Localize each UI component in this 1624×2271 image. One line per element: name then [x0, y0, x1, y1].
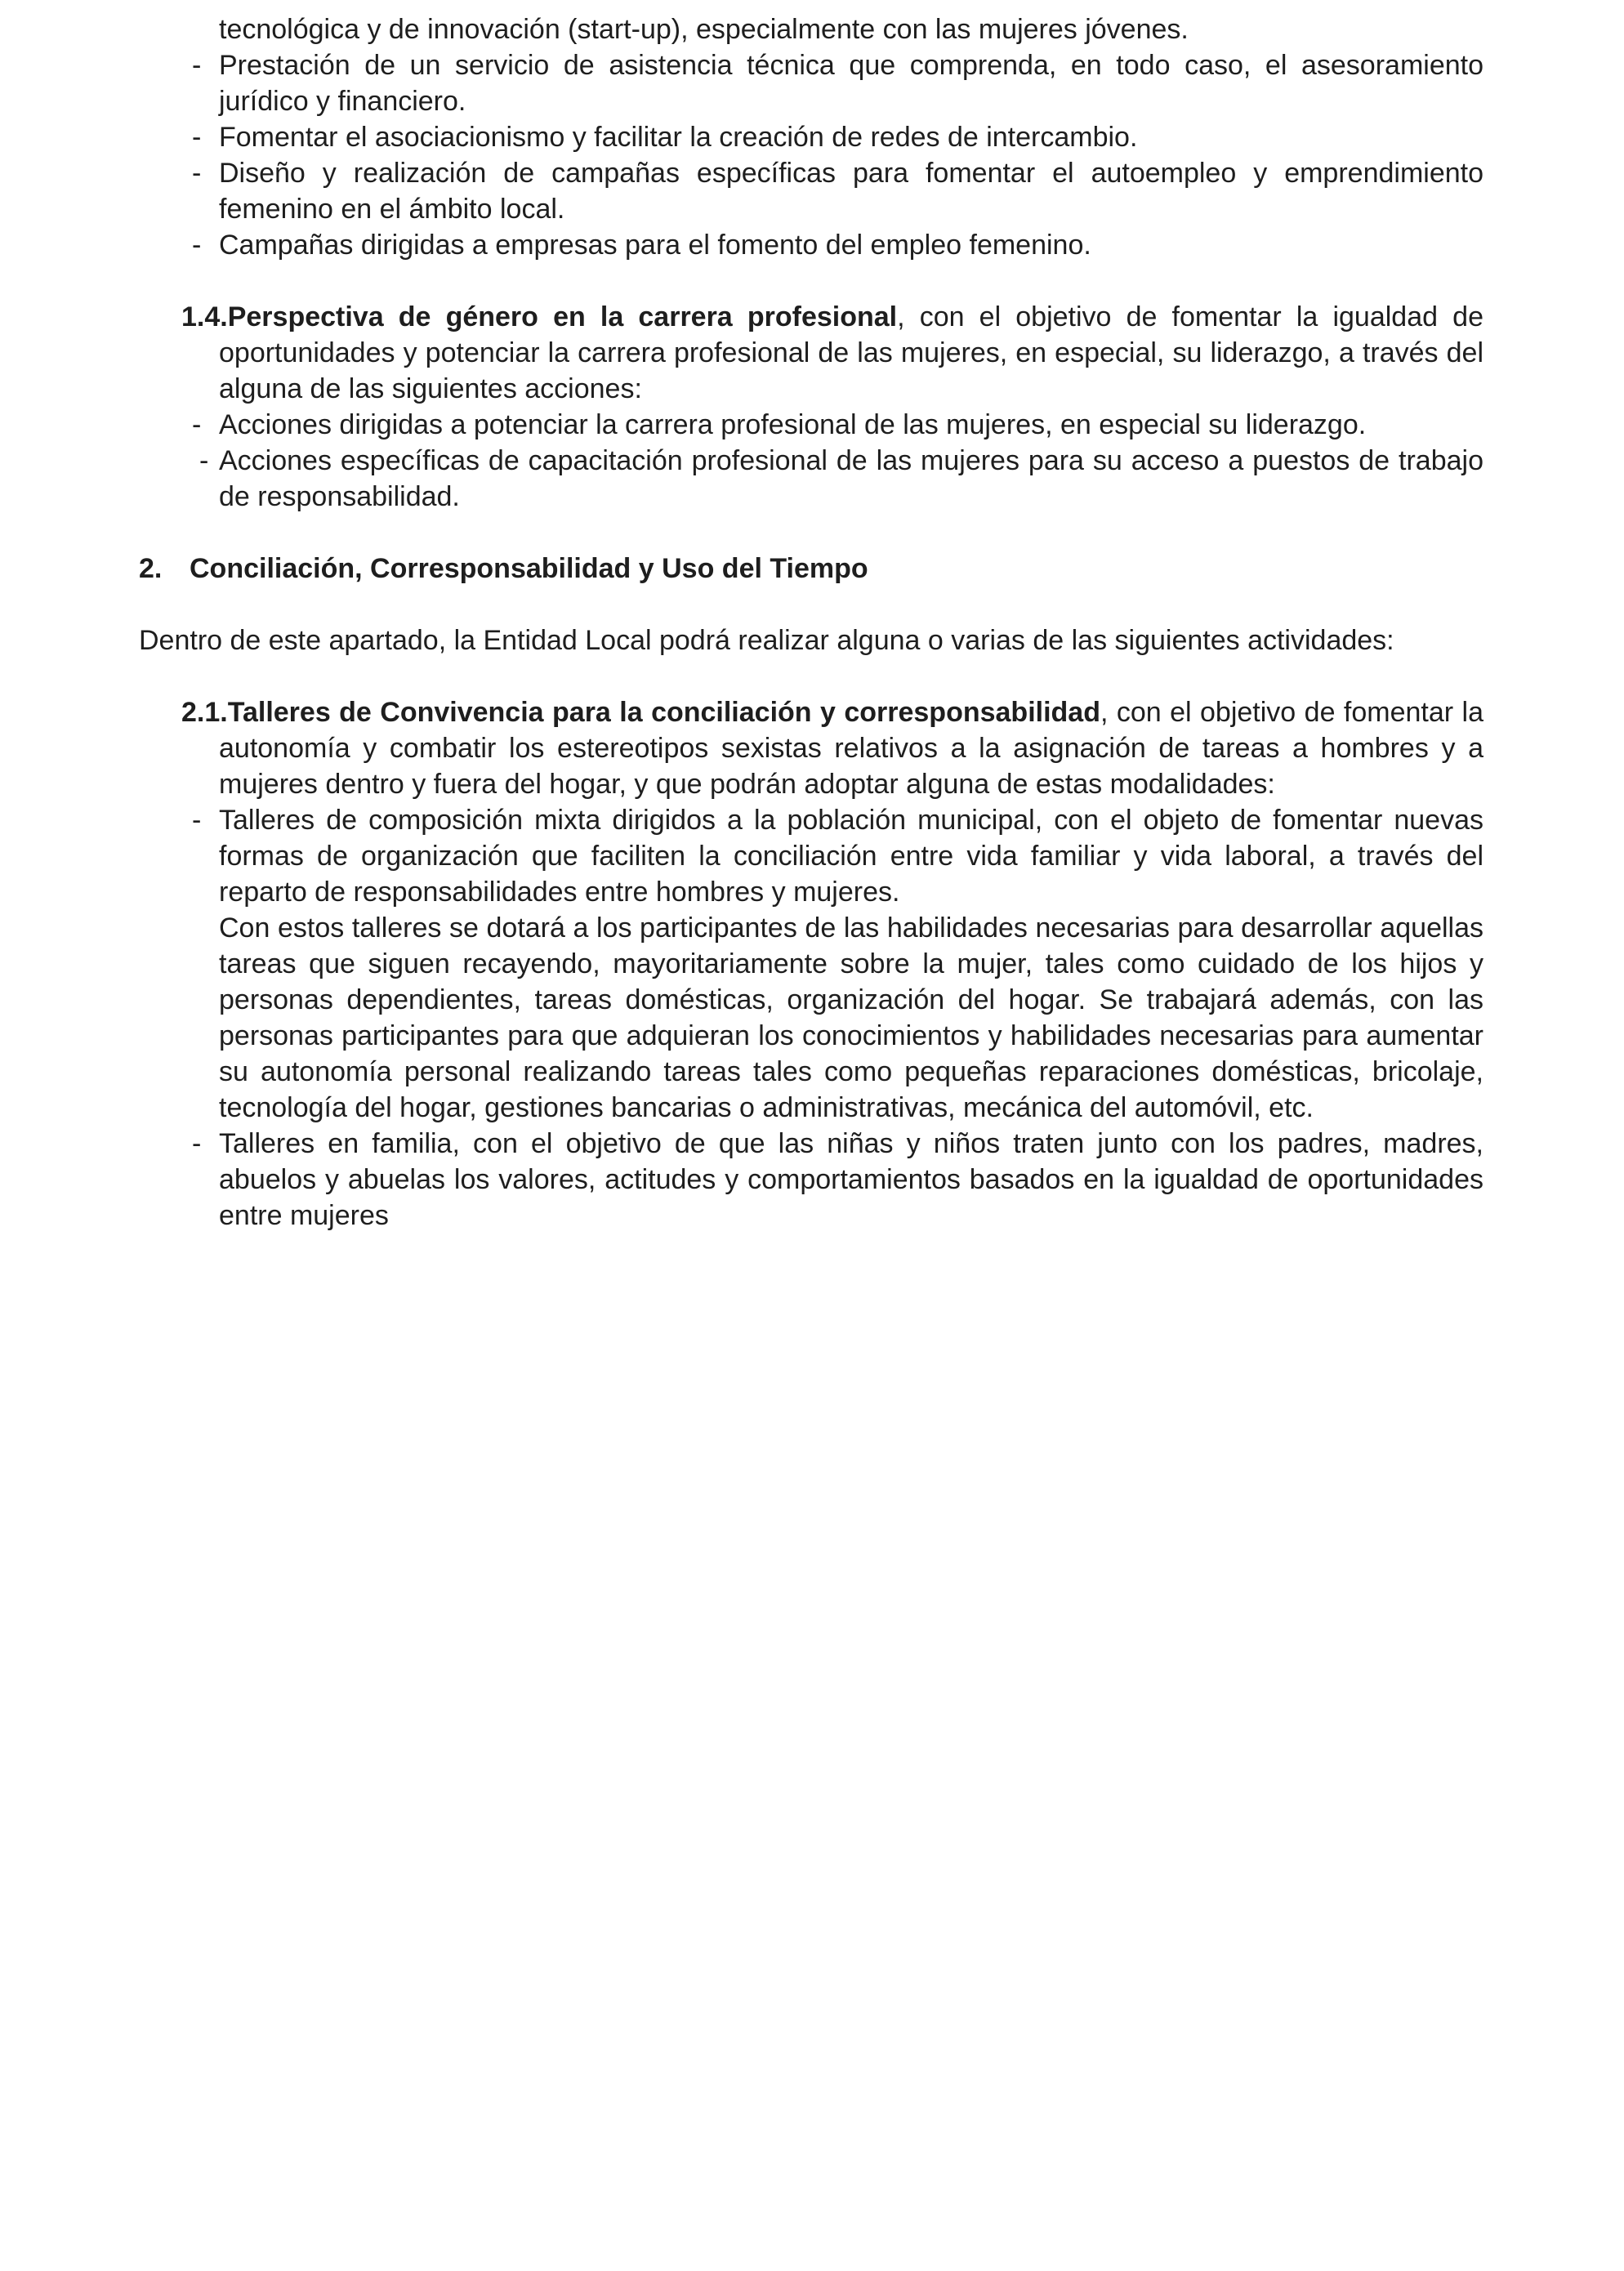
- paragraph-text: tecnológica y de innovación (start-up), especialmente con las mujeres jóvenes.: [219, 14, 1189, 45]
- bullet-dash: -: [192, 805, 202, 836]
- bullet-item: [139, 802, 1483, 910]
- bullet-dash: -: [192, 1128, 202, 1159]
- bullet-dash: -: [192, 230, 202, 261]
- bullet-dash: -: [192, 122, 202, 153]
- bullet-text: Talleres de composición mixta dirigidos a la población municipal, con el objeto de fomentar nuevas formas de organización que faciliten la conciliación entre vida familiar y vida laboral, a través del reparto de responsabilidades entre hombres y mujeres.: [219, 805, 1483, 908]
- bullet-continuation-paragraph: [139, 910, 1483, 1126]
- section-number: 2.: [139, 553, 163, 584]
- bullet-text: Campañas dirigidas a empresas para el fomento del empleo femenino.: [219, 230, 1091, 261]
- bullet-text: Prestación de un servicio de asistencia técnica que comprenda, en todo caso, el asesoramiento jurídico y financiero.: [219, 50, 1483, 117]
- paragraph-text: Con estos talleres se dotará a los participantes de las habilidades necesarias para desarrollar aquellas tareas que siguen recayendo, mayoritariamente sobre la mujer, tales como cuidado de los hijos y personas dependientes, tareas domésticas, organización del hogar. Se trabajará además, con las personas participantes para que adquieran los conocimientos y habilidades necesarias para aumentar su autonomía personal realizando tareas tales como pequeñas reparaciones domésticas, bricolaje, tecnología del hogar, gestiones bancarias o administrativas, mecánica del automóvil, etc.: [219, 912, 1483, 1123]
- bullet-item: [139, 155, 1483, 227]
- bullet-text: Acciones dirigidas a potenciar la carrera profesional de las mujeres, en especial su liderazgo.: [219, 409, 1367, 440]
- bullet-dash: -: [192, 409, 202, 440]
- section-2-heading: [139, 551, 1483, 587]
- bullet-dash: -: [192, 50, 202, 81]
- bullet-text: Talleres en familia, con el objetivo de que las niñas y niños traten junto con los padres, madres, abuelos y abuelas los valores, actitudes y comportamientos basados en la igualdad de oportunidades entre mujeres: [219, 1128, 1483, 1231]
- item-number: 2.1.: [181, 697, 228, 728]
- item-title: Perspectiva de género en la carrera profesional: [227, 301, 898, 332]
- bullet-item: [139, 47, 1483, 119]
- bullet-dash: -: [192, 158, 202, 189]
- bullet-text: Fomentar el asociacionismo y facilitar la creación de redes de intercambio.: [219, 122, 1138, 153]
- item-text: , con el objetivo de fomentar la igualdad de oportunidades y potenciar la carrera profesional de las mujeres, en especial, su liderazgo, a través del alguna de las siguientes acciones:: [219, 301, 1483, 404]
- item-number: 1.4.: [181, 301, 228, 332]
- numbered-item-1-4: [139, 299, 1483, 407]
- bullet-text: Diseño y realización de campañas específicas para fomentar el autoempleo y emprendimiento femenino en el ámbito local.: [219, 158, 1483, 225]
- bullet-item: [139, 407, 1483, 443]
- document-content: [139, 11, 1483, 1234]
- numbered-item-2-1: [139, 694, 1483, 802]
- section-title: Conciliación, Corresponsabilidad y Uso del Tiempo: [190, 553, 868, 584]
- bullet-item: [139, 1126, 1483, 1234]
- paragraph-text: Dentro de este apartado, la Entidad Local podrá realizar alguna o varias de las siguientes actividades:: [139, 625, 1394, 656]
- paragraph-continuation: [139, 11, 1483, 47]
- bullet-item: [139, 443, 1483, 515]
- bullet-item: [139, 227, 1483, 263]
- item-text: , con el objetivo de fomentar la autonomía y combatir los estereotipos sexistas relativos a la asignación de tareas a hombres y a mujeres dentro y fuera del hogar, y que podrán adoptar alguna de estas modalidades:: [219, 697, 1483, 800]
- bullet-dash: -: [199, 445, 209, 476]
- bullet-item: [139, 119, 1483, 155]
- bullet-text: Acciones específicas de capacitación profesional de las mujeres para su acceso a puestos de trabajo de responsabilidad.: [219, 445, 1483, 512]
- section-2-intro-paragraph: [139, 622, 1483, 658]
- item-title: Talleres de Convivencia para la conciliación y corresponsabilidad: [227, 697, 1100, 728]
